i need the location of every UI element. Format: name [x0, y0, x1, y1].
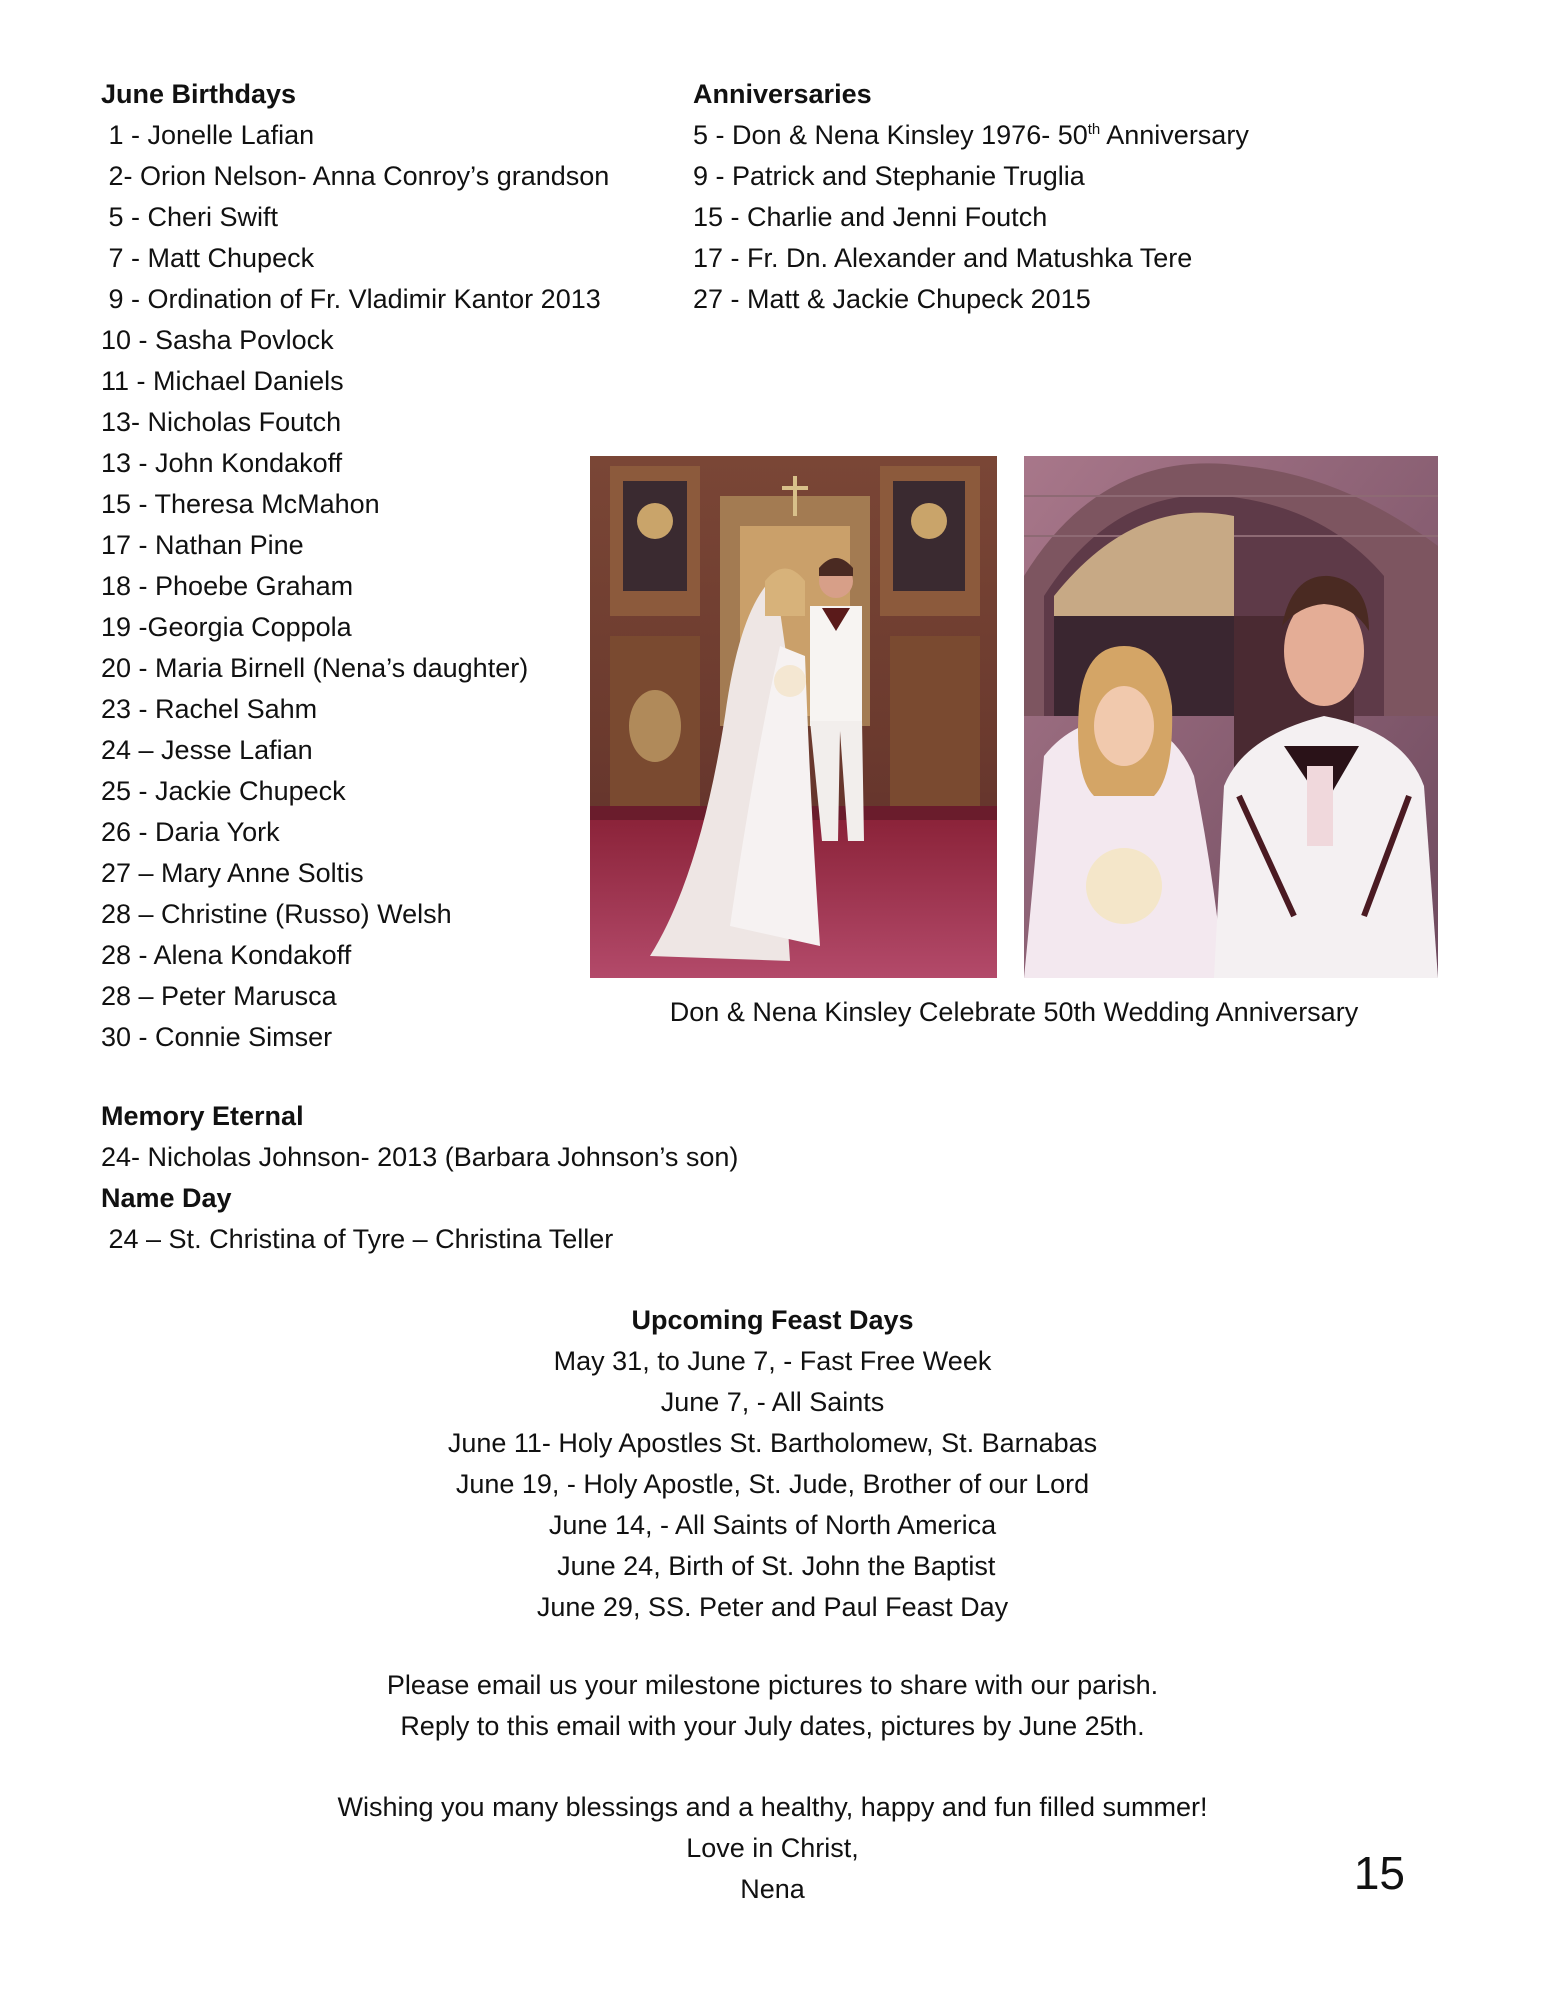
anniversary-item [693, 115, 1513, 156]
feast-day-item: June 24, Birth of St. John the Baptist [549, 1551, 996, 1581]
wedding-photos [590, 456, 1438, 978]
birthday-item: 9 - Ordination of Fr. Vladimir Kantor 2013 [101, 284, 601, 314]
birthday-item: 2- Orion Nelson- Anna Conroy’s grandson [101, 161, 610, 191]
memory-eternal-item: 24- Nicholas Johnson- 2013 (Barbara Johnson’s son) [101, 1142, 739, 1172]
birthday-item: 20 - Maria Birnell (Nena’s daughter) [101, 653, 529, 683]
feast-day-item: June 7, - All Saints [660, 1387, 885, 1417]
birthday-item: 25 - Jackie Chupeck [101, 776, 346, 806]
birthday-item: 28 – Peter Marusca [101, 981, 337, 1011]
name-day-heading: Name Day [101, 1183, 232, 1213]
anniversary-item-text: Anniversary [1100, 120, 1249, 150]
name-day-item: 24 – St. Christina of Tyre – Christina Teller [101, 1224, 614, 1254]
feast-day-item: June 14, - All Saints of North America [548, 1510, 997, 1540]
feast-days-section [0, 1300, 1545, 1628]
anniversary-item-text: 5 - Don & Nena Kinsley 1976- 50 [693, 120, 1088, 150]
birthday-item: 11 - Michael Daniels [101, 366, 344, 396]
birthday-item: 17 - Nathan Pine [101, 530, 304, 560]
birthday-item: 19 -Georgia Coppola [101, 612, 352, 642]
closing-section [0, 1787, 1545, 1910]
birthday-item: 10 - Sasha Povlock [101, 325, 334, 355]
memory-and-name-day-section [101, 1096, 1001, 1260]
closing-salutation: Love in Christ, [686, 1833, 859, 1863]
birthday-item: 28 – Christine (Russo) Welsh [101, 899, 452, 929]
birthday-item: 7 - Matt Chupeck [101, 243, 315, 273]
page-number: 15 [1353, 1847, 1405, 1899]
ordinal-suffix: th [1087, 121, 1101, 138]
closing-wish: Wishing you many blessings and a healthy, happy and fun filled summer! [337, 1792, 1208, 1822]
birthday-item: 27 – Mary Anne Soltis [101, 858, 364, 888]
anniversary-item: 15 - Charlie and Jenni Foutch [693, 202, 1048, 232]
memory-eternal-heading: Memory Eternal [101, 1101, 304, 1131]
closing-signature: Nena [740, 1874, 805, 1904]
june-birthdays-heading: June Birthdays [101, 79, 297, 109]
birthday-item: 28 - Alena Kondakoff [101, 940, 352, 970]
birthday-item: 18 - Phoebe Graham [101, 571, 354, 601]
anniversary-item: 17 - Fr. Dn. Alexander and Matushka Tere [693, 243, 1193, 273]
birthday-item: 15 - Theresa McMahon [101, 489, 380, 519]
request-line: Reply to this email with your July dates, pictures by June 25th. [400, 1711, 1145, 1741]
birthday-item: 26 - Daria York [101, 817, 280, 847]
birthday-item: 23 - Rachel Sahm [101, 694, 318, 724]
feast-day-item: June 29, SS. Peter and Paul Feast Day [536, 1592, 1009, 1622]
anniversaries-heading: Anniversaries [693, 79, 872, 109]
feast-day-item: June 19, - Holy Apostle, St. Jude, Brother of our Lord [455, 1469, 1090, 1499]
anniversary-item: 27 - Matt & Jackie Chupeck 2015 [693, 284, 1091, 314]
anniversary-item: 9 - Patrick and Stephanie Truglia [693, 161, 1085, 191]
wedding-photo-altar [590, 456, 997, 978]
birthday-item: 13- Nicholas Foutch [101, 407, 342, 437]
feast-days-heading: Upcoming Feast Days [631, 1305, 914, 1335]
feast-day-item: May 31, to June 7, - Fast Free Week [553, 1346, 992, 1376]
anniversaries-section [693, 74, 1513, 320]
birthday-item: 1 - Jonelle Lafian [101, 120, 315, 150]
request-line: Please email us your milestone pictures to share with our parish. [386, 1670, 1159, 1700]
request-section [0, 1665, 1545, 1747]
birthday-item: 30 - Connie Simser [101, 1022, 333, 1052]
photo-caption: Don & Nena Kinsley Celebrate 50th Wedding Anniversary [669, 997, 1359, 1027]
birthday-item: 13 - John Kondakoff [101, 448, 343, 478]
birthday-item: 24 – Jesse Lafian [101, 735, 313, 765]
wedding-photo-outside [1024, 456, 1438, 978]
birthday-item: 5 - Cheri Swift [101, 202, 279, 232]
feast-day-item: June 11- Holy Apostles St. Bartholomew, St. Barnabas [447, 1428, 1098, 1458]
